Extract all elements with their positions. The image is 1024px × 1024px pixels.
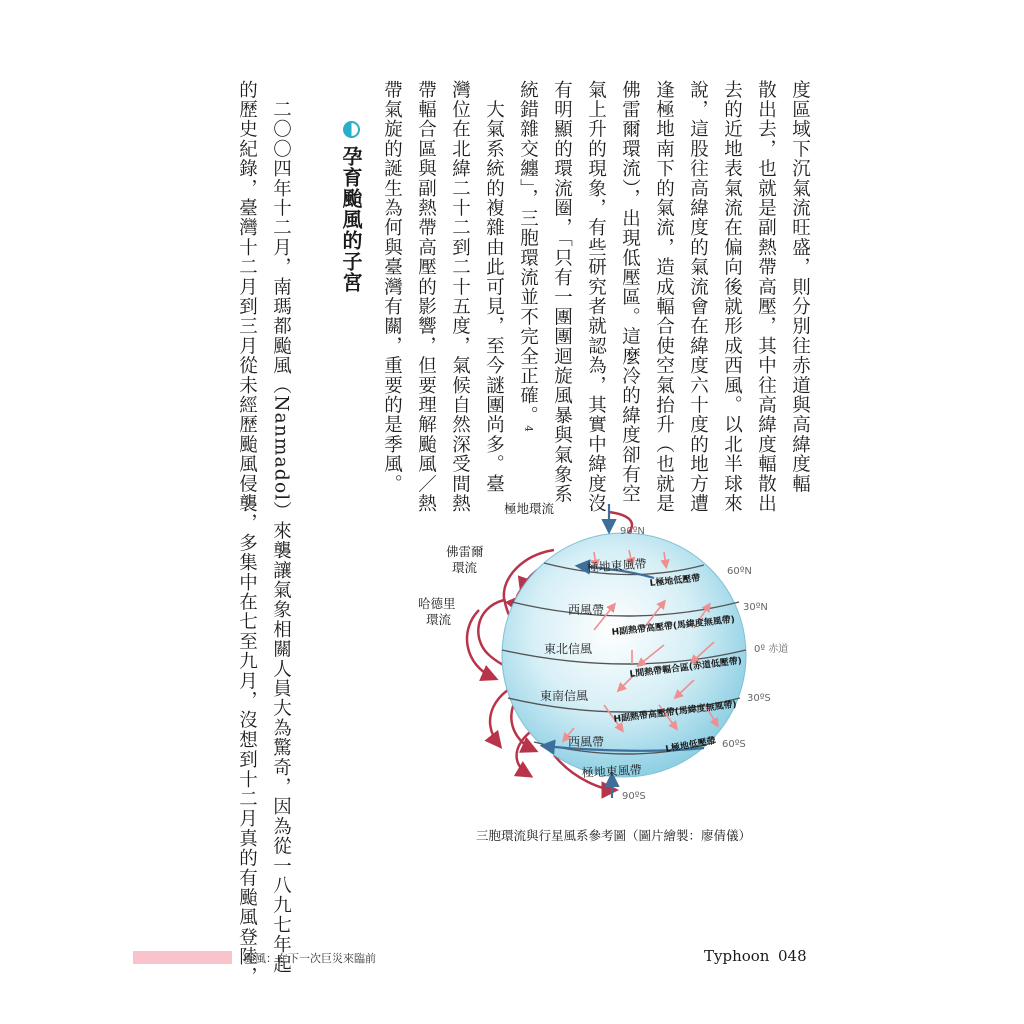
circulation-diagram-svg xyxy=(404,490,800,810)
body-column: 度區域下沉氣流旺盛，則分別往赤道與高緯度輻 xyxy=(789,80,811,494)
lat-30s-label: 30ºS xyxy=(747,693,771,704)
body-column: 氣上升的現象，有些研究者就認為，其實中緯度沒 xyxy=(585,80,607,514)
ferrel-cell-label: 佛雷爾 xyxy=(446,544,484,559)
lat-30n-label: 30ºN xyxy=(743,602,768,613)
polar-cell-label: 極地環流 xyxy=(504,501,555,516)
hadley-cell-label: 哈德里 xyxy=(418,596,456,611)
ferrel-cell-label: 環流 xyxy=(452,560,478,575)
footer-series: Typhoon xyxy=(704,947,770,965)
body-column: 說，這股往高緯度的氣流會在緯度六十度的地方遭 xyxy=(687,80,709,514)
westerlies-s-label: 西風帶 xyxy=(568,735,605,749)
body-column: 灣位在北緯二十二到二十五度，氣候自然深受間熱 xyxy=(449,80,471,514)
half-circle-icon xyxy=(343,121,360,138)
polar-easterlies-n-label: 極地東風帶 xyxy=(586,556,648,575)
body-column: 帶輻合區與副熱帶高壓的影響，但要理解颱風／熱 xyxy=(415,80,437,514)
polar-easterlies-s-label: 極地東風帶 xyxy=(581,762,643,780)
body-column: 去的近地表氣流在偏向後就形成西風。以北半球來 xyxy=(721,80,743,514)
h-subtropical-n-label: H副熱帶高壓帶(馬緯度無風帶) xyxy=(611,615,736,638)
figure-caption: 三胞環流與行星風系參考圖（圖片繪製：廖倩儀） xyxy=(476,828,752,843)
section-heading-text: 孕育颱風的子宮 xyxy=(339,146,363,293)
body-column-text: 統錯雜交纏」，三胞環流並不完全正確。 xyxy=(517,80,539,426)
body-column: 帶氣旋的誕生為何與臺灣有關，重要的是季風。 xyxy=(381,80,403,494)
body-column: 有明顯的環流圈，「只有一團團迴旋風暴與氣象系 xyxy=(551,80,573,505)
lat-90n-label: 90ºN xyxy=(620,526,645,537)
body-column: 佛雷爾環流），出現低壓區。這麼冷的緯度卻有空 xyxy=(619,80,641,505)
lat-90s-label: 90ºS xyxy=(622,791,646,802)
body-column: 散出去，也就是副熱帶高壓，其中往高緯度輻散出 xyxy=(755,80,777,514)
section-column: 的歷史紀錄，臺灣十二月到三月從未經歷颱風侵襲，多集中在七至九月，沒想到十二月真的有颱風登陸， xyxy=(236,80,258,987)
westerlies-n-label: 西風帶 xyxy=(568,603,605,617)
l-polar-low-n-label: L極地低壓帶 xyxy=(649,573,701,589)
body-column-with-footnote xyxy=(518,80,537,433)
ne-trades-label: 東北信風 xyxy=(544,642,593,656)
footnote-marker: 4 xyxy=(522,425,534,433)
page-number: 048 xyxy=(778,947,807,965)
body-column: 大氣系統的複雜由此可見，至今謎團尚多。臺 xyxy=(483,80,505,494)
l-polar-low-s-label: L極地低壓帶 xyxy=(664,736,717,755)
se-trades-label: 東南信風 xyxy=(540,689,589,703)
lat-60n-label: 60ºN xyxy=(727,566,752,577)
circulation-diagram xyxy=(404,490,800,810)
section-column: 二〇〇四年十二月，南瑪都颱風（Nanmadol）來襲讓氣象相關人員大為驚奇，因為從一八九七年起 xyxy=(270,80,292,975)
h-subtropical-s-label: H副熱帶高壓帶(馬緯度無風帶) xyxy=(613,699,738,725)
section-heading xyxy=(337,121,366,293)
body-column: 逢極地南下的氣流，造成輻合使空氣抬升（也就是 xyxy=(653,80,675,514)
lat-0-label: 0º 赤道 xyxy=(754,644,789,655)
lat-60s-label: 60ºS xyxy=(722,739,746,750)
l-itcz-label: L間熱帶輻合區(赤道低壓帶) xyxy=(629,656,743,680)
footer-accent-bar xyxy=(133,951,232,964)
hadley-cell-label: 環流 xyxy=(426,612,452,627)
footer-book-title: 颱風：在下一次巨災來臨前 xyxy=(244,952,376,965)
